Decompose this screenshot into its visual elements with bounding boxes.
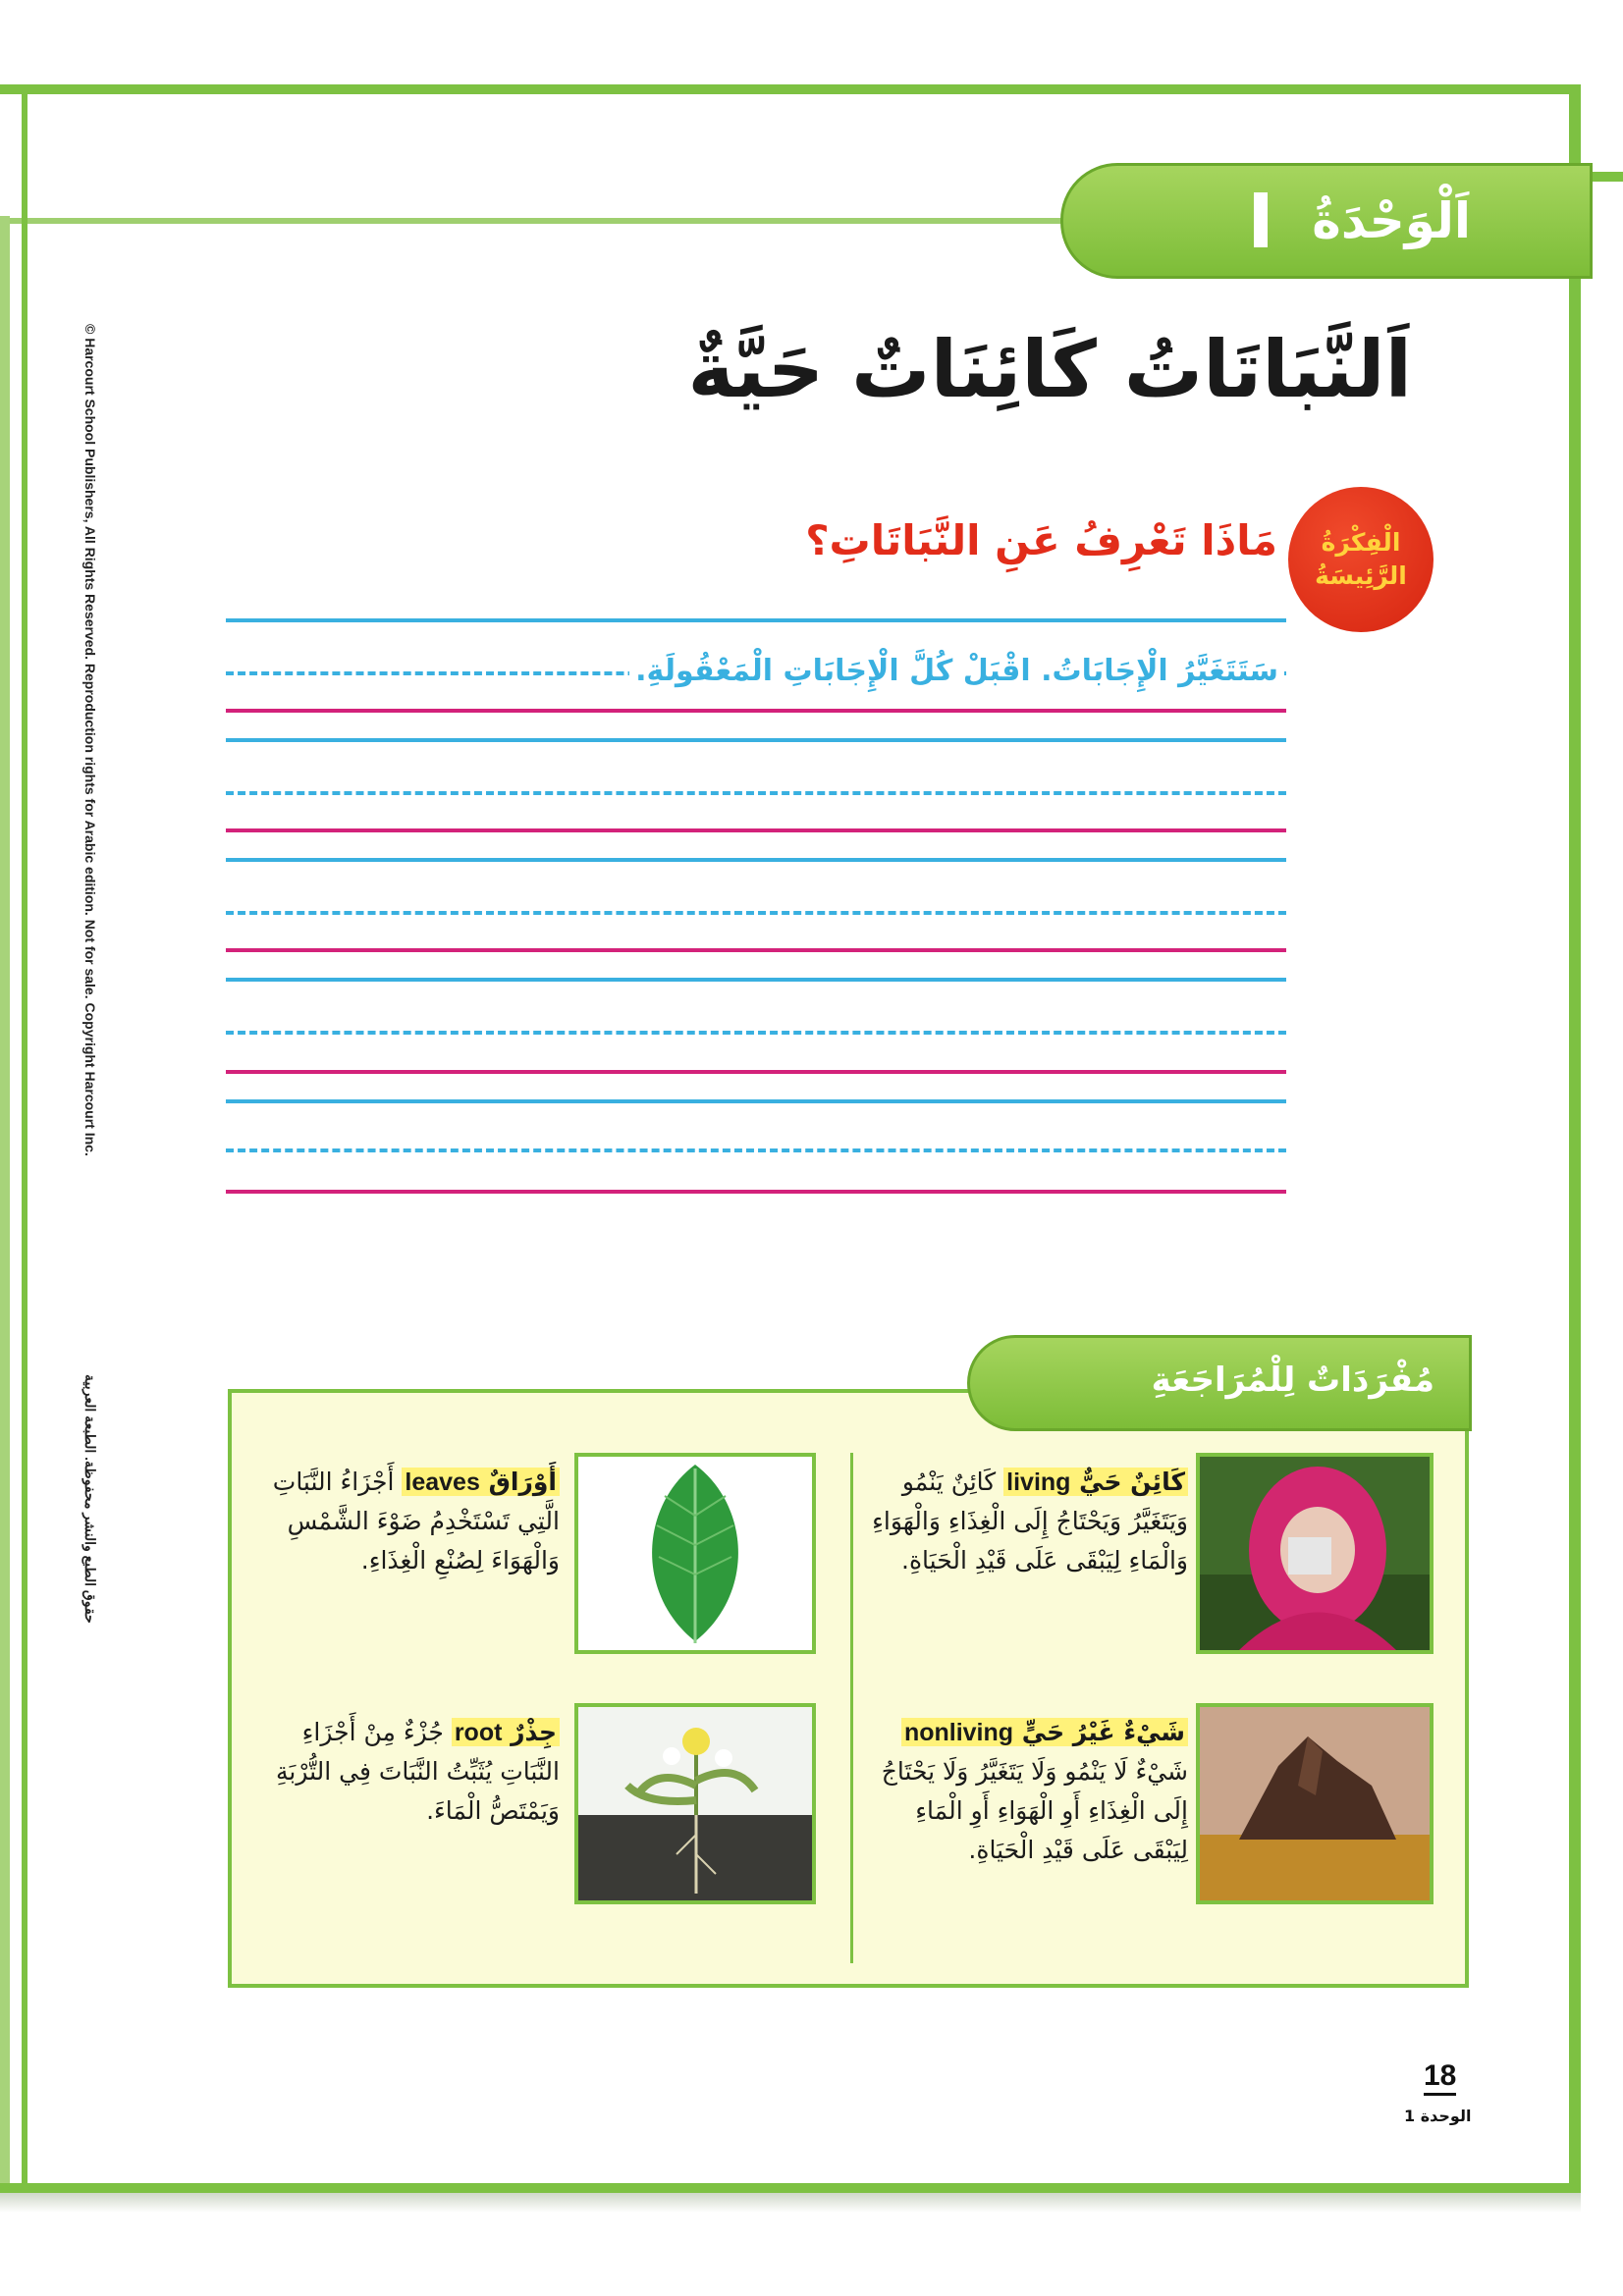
writing-line xyxy=(226,828,1286,832)
page-frame-left-edge xyxy=(0,216,10,2193)
lesson-title: اَلنَّبَاتَاتُ كَائِنَاتٌ حَيَّةٌ xyxy=(687,324,1412,415)
big-idea-question: مَاذَا تَعْرِفُ عَنِ النَّبَاتَاتِ؟ xyxy=(805,516,1277,564)
writing-line xyxy=(226,948,1286,952)
vocab-divider xyxy=(850,1453,853,1963)
vocab-title: مُفْرَدَاتٌ لِلْمُرَاجَعَةِ xyxy=(1151,1361,1434,1400)
writing-line-dashed xyxy=(226,1031,1286,1035)
root-image xyxy=(574,1703,816,1904)
page-frame-bottom xyxy=(0,2183,1581,2193)
leaf-icon xyxy=(578,1457,812,1650)
page-number: 18 xyxy=(1424,2059,1456,2096)
vocab-term-nonliving xyxy=(901,1718,1188,1746)
copyright-side-text: © Harcourt School Publishers, All Rights Reserved. Reproduction rights for Arabic edition. Not for sale. Copyright Harcourt Inc. xyxy=(82,324,98,1156)
vocab-term-root xyxy=(452,1718,560,1746)
child-photo-icon xyxy=(1200,1457,1430,1650)
writing-line xyxy=(226,1099,1286,1103)
vocab-definition: كَائِنٌ يَنْمُو وَيَتَغَيَّرُ وَيَحْتَاجُ إِلَى الْغِذَاءِ وَالْهَوَاءِ وَالْمَاءِ لِيَبْقَى عَلَى قَيْدِ الْحَيَاةِ. xyxy=(872,1468,1188,1575)
vocab-term-en: living xyxy=(1006,1468,1071,1496)
page-frame-strip xyxy=(0,218,1080,224)
vocab-definition: جُزْءٌ مِنْ أَجْزَاءِ النَّبَاتِ يُثَبِّتُ النَّبَاتَ فِي التُّرْبَةِ وَيَمْتَصُّ الْمَاءَ. xyxy=(275,1718,560,1825)
big-idea-line1: الْفِكْرَةُ xyxy=(1321,528,1401,557)
vocab-term-ar: جِذْرٌ xyxy=(511,1718,557,1746)
page-frame-top xyxy=(0,84,1581,94)
vocab-term-ar: كَائِنٌ حَيٌّ xyxy=(1079,1468,1185,1496)
unit-number-bar xyxy=(1254,192,1268,247)
writing-line-dashed xyxy=(226,911,1286,915)
vocab-term-ar: أَوْرَاقٌ xyxy=(488,1468,557,1496)
writing-line xyxy=(226,709,1286,713)
page-shadow xyxy=(0,2193,1581,2213)
vocab-item-living xyxy=(864,1463,1188,1580)
writing-line xyxy=(226,1190,1286,1194)
vocab-item-nonliving xyxy=(864,1713,1188,1870)
vocab-item-root xyxy=(265,1713,560,1831)
writing-line xyxy=(226,858,1286,862)
leaves-image xyxy=(574,1453,816,1654)
vocab-term-ar: شَيْءٌ غَيْرُ حَيٍّ xyxy=(1021,1718,1185,1746)
nonliving-image xyxy=(1196,1703,1434,1904)
living-image xyxy=(1196,1453,1434,1654)
writing-line-dashed xyxy=(226,791,1286,795)
teacher-instruction: سَتَتَغَيَّرُ الْإِجَابَاتُ. اقْبَلْ كُلَّ الْإِجَابَاتِ الْمَعْقُولَةِ. xyxy=(629,654,1284,688)
page-frame-left xyxy=(22,84,27,2193)
big-idea-line2: الرَّئِيسَةُ xyxy=(1315,561,1407,590)
big-idea-badge xyxy=(1288,487,1434,632)
vocab-term-living xyxy=(1003,1468,1188,1496)
vocab-term-en: leaves xyxy=(405,1468,480,1496)
writing-line xyxy=(226,978,1286,982)
writing-line xyxy=(226,1070,1286,1074)
copyright-side-text-arabic: حقوق الطبع والنشر محفوظة. الطبعة العربية xyxy=(82,1374,98,1624)
vocab-term-en: nonliving xyxy=(903,1719,1014,1746)
vocab-term-en: root xyxy=(454,1719,503,1746)
writing-line-dashed xyxy=(226,1148,1286,1152)
page-unit-label: الوحدة 1 xyxy=(1404,2107,1472,2125)
writing-line xyxy=(226,618,1286,622)
vocab-item-leaves xyxy=(265,1463,560,1580)
rock-landscape-icon xyxy=(1200,1707,1430,1900)
page-frame-right xyxy=(1569,84,1581,2193)
vocab-definition: أَجْزَاءُ النَّبَاتِ الَّتِي تَسْتَخْدِمُ ضَوْءَ الشَّمْسِ وَالْهَوَاءَ لِصُنْعِ الْغِذَاءِ. xyxy=(272,1468,560,1575)
vocab-term-leaves xyxy=(402,1468,560,1496)
writing-line xyxy=(226,738,1286,742)
vocab-definition: شَيْءٌ لَا يَنْمُو وَلَا يَتَغَيَّرُ وَلَا يَحْتَاجُ إِلَى الْغِذَاءِ أَوِ الْهَوَاءِ أَوِ الْمَاءِ لِيَبْقَى عَلَى قَيْدِ الْحَيَاةِ. xyxy=(881,1757,1188,1864)
plant-root-icon xyxy=(578,1707,812,1900)
unit-label: اَلْوَحْدَةُ xyxy=(1312,192,1471,249)
